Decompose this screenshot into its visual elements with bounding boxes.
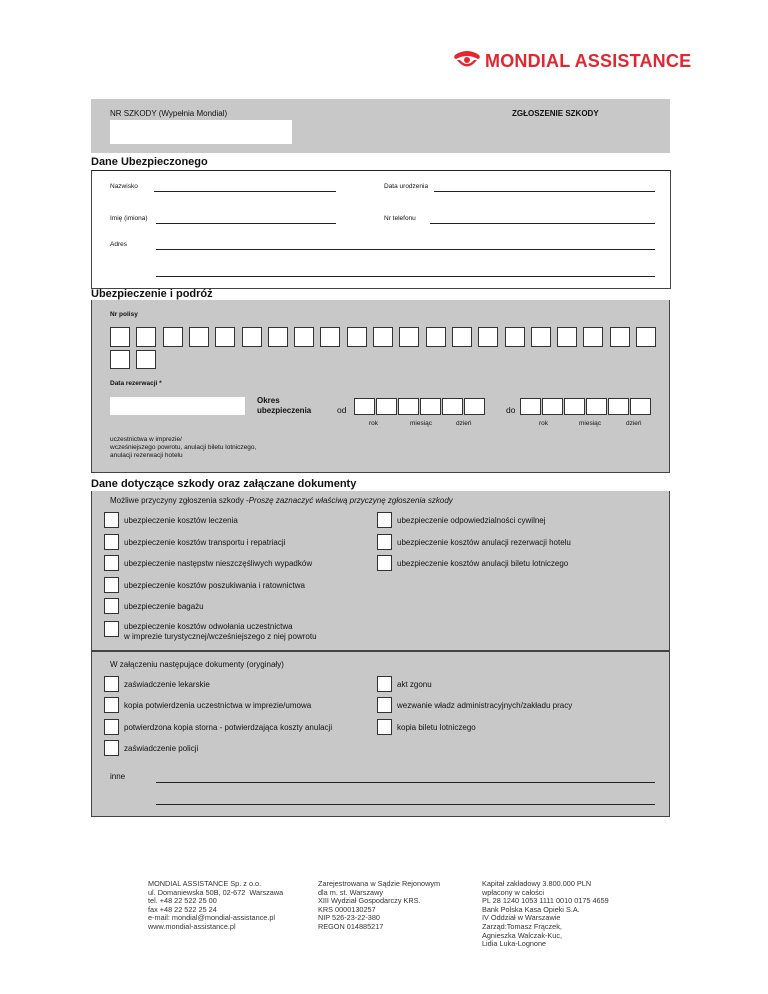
other-label: inne: [110, 772, 126, 781]
document-label: zaświadczenie policji: [124, 743, 199, 753]
cause-label: ubezpieczenie kosztów anulacji rezerwacji hotelu: [397, 537, 571, 547]
document-checkbox[interactable]: [104, 676, 119, 692]
to-year-label: rok: [539, 420, 549, 427]
claim-number-label: NR SZKODY (Wypełnia Mondial): [110, 109, 228, 118]
policy-digit-cell[interactable]: [215, 327, 235, 347]
document-checkbox[interactable]: [104, 719, 119, 735]
footer-registration: Zarejestrowana w Sądzie Rejonowym dla m. st. Warszawy XIII Wydział Gospodarczy KRS. KRS 0000130257 NIP 526-23-22-380 REGON 014885217: [318, 879, 441, 931]
document-checkbox[interactable]: [377, 676, 392, 692]
cause-cancel-label-1: ubezpieczenie kosztów odwołania uczestnictwa: [124, 622, 293, 631]
other-field-line-2[interactable]: [156, 804, 655, 805]
to-date-cell[interactable]: [542, 398, 563, 415]
cause-label: ubezpieczenie kosztów poszukiwania i ratownictwa: [124, 580, 305, 590]
phone-label: Nr telefonu: [384, 215, 416, 222]
cause-label: ubezpieczenie kosztów transportu i repatriacji: [124, 537, 286, 547]
cause-label: ubezpieczenie następstw nieszczęśliwych wypadków: [124, 559, 313, 568]
booking-note-3: anulacji rezerwacji hotelu: [110, 452, 183, 459]
footer-company: MONDIAL ASSISTANCE Sp. z o.o. ul. Domaniewska 50B, 02-672 Warszawa tel. +48 22 522 25 00 fax +48 22 522 25 24 e-mail: mondial@mondial-assistance.pl www.mondial-assistance.pl: [148, 879, 284, 931]
document-label: kopia potwierdzenia uczestnictwa w imprezie/umowa: [124, 701, 312, 711]
policy-digit-cell[interactable]: [452, 327, 472, 347]
policy-digit-cell[interactable]: [294, 327, 314, 347]
document-checkbox[interactable]: [377, 697, 392, 713]
policy-digit-cell[interactable]: [347, 327, 367, 347]
birth-date-field[interactable]: [434, 191, 655, 192]
cause-checkbox[interactable]: [104, 598, 119, 614]
first-names-field[interactable]: [156, 223, 336, 224]
policy-digit-cell[interactable]: [426, 327, 446, 347]
first-names-label: Imię (imiona): [110, 215, 148, 222]
causes-hint: Proszę zaznaczyć właściwą przyczynę zgłoszenia szkody: [248, 496, 453, 505]
cause-label: ubezpieczenie kosztów anulacji biletu lotniczego: [397, 559, 569, 568]
to-date-cell[interactable]: [630, 398, 651, 415]
period-to-label: do: [506, 405, 516, 415]
period-label-1: Okres: [257, 396, 280, 405]
footer-capital: Kapitał zakładowy 3.800.000 PLN wpłacony w całości PL 28 1240 1053 1111 0010 0175 4659 Bank Polska Kasa Opieki S.A. IV Oddział w Warszawie Zarząd:Tomasz Frączek, Agnieszka Walczak-Kuc, Lidia Luka-Lognone: [482, 879, 609, 949]
to-month-label: miesiąc: [579, 420, 602, 427]
from-date-cell[interactable]: [354, 398, 375, 415]
policy-number-label: Nr polisy: [110, 311, 138, 318]
cause-checkbox[interactable]: [377, 555, 392, 571]
policy-digit-cell[interactable]: [110, 327, 130, 347]
policy-digit-cell[interactable]: [636, 327, 656, 347]
policy-digit-cell[interactable]: [399, 327, 419, 347]
phone-field[interactable]: [430, 223, 655, 224]
from-date-cell[interactable]: [420, 398, 441, 415]
policy-digit-cell[interactable]: [136, 350, 156, 369]
policy-digit-cell[interactable]: [478, 327, 498, 347]
period-from-label: od: [337, 405, 347, 415]
address-field-line-1[interactable]: [156, 249, 655, 250]
document-label: akt zgonu: [397, 680, 432, 689]
brand-name: MONDIAL ASSISTANCE: [485, 51, 692, 71]
policy-digit-cell[interactable]: [189, 327, 209, 347]
causes-intro-text: Możliwe przyczyny zgłoszenia szkody -: [110, 496, 249, 505]
address-label: Adres: [110, 241, 127, 248]
policy-digit-cell[interactable]: [373, 327, 393, 347]
mondial-emblem-icon: [452, 49, 482, 75]
policy-digit-cell[interactable]: [242, 327, 262, 347]
from-date-cell[interactable]: [376, 398, 397, 415]
insured-section-title: Dane Ubezpieczonego: [91, 156, 208, 168]
cause-cancel-checkbox[interactable]: [104, 621, 119, 637]
from-date-cell[interactable]: [398, 398, 419, 415]
document-label: kopia biletu lotniczego: [397, 722, 476, 732]
document-checkbox[interactable]: [104, 697, 119, 713]
other-field-line-1[interactable]: [156, 782, 655, 783]
document-label: zaświadczenie lekarskie: [124, 680, 210, 689]
to-date-cell[interactable]: [520, 398, 541, 415]
cause-checkbox[interactable]: [377, 512, 392, 528]
causes-intro: [110, 496, 453, 505]
claim-number-field[interactable]: [110, 120, 292, 144]
booking-note-1: uczestnictwa w imprezie/: [110, 436, 182, 443]
cause-label: ubezpieczenie odpowiedzialności cywilnej: [397, 516, 546, 525]
booking-date-field[interactable]: [110, 397, 245, 415]
from-date-cell[interactable]: [442, 398, 463, 415]
documents-intro: W załączeniu następujące dokumenty (oryginały): [110, 660, 284, 669]
booking-note-2: wcześniejszego powrotu, anulacji biletu lotniczego,: [110, 444, 257, 451]
damage-section-title: Dane dotyczące szkody oraz załączane dokumenty: [91, 478, 357, 490]
from-day-label: dzień: [456, 420, 472, 427]
policy-digit-cell[interactable]: [531, 327, 551, 347]
travel-section-title: Ubezpieczenie i podróż: [91, 288, 213, 300]
cause-cancel-label-2: w imprezie turystycznej/wcześniejszego z niej powrotu: [124, 632, 317, 641]
cause-label: ubezpieczenie kosztów leczenia: [124, 516, 238, 525]
cause-checkbox[interactable]: [104, 534, 119, 550]
to-date-cell[interactable]: [608, 398, 629, 415]
policy-digit-cell[interactable]: [136, 327, 156, 347]
document-checkbox[interactable]: [104, 740, 119, 756]
to-date-cell[interactable]: [586, 398, 607, 415]
booking-date-label: Data rezerwacji *: [110, 380, 162, 387]
cause-label: ubezpieczenie bagażu: [124, 602, 204, 611]
from-month-label: miesiąc: [410, 420, 433, 427]
period-label-2: ubezpieczenia: [257, 406, 312, 415]
document-label: wezwanie władz administracyjnych/zakładu pracy: [397, 701, 573, 711]
policy-digit-cell[interactable]: [557, 327, 577, 347]
cause-checkbox[interactable]: [104, 555, 119, 571]
policy-digit-cell[interactable]: [110, 350, 130, 369]
surname-field[interactable]: [154, 191, 336, 192]
to-day-label: dzień: [626, 420, 642, 427]
form-title: ZGŁOSZENIE SZKODY: [512, 109, 599, 118]
policy-digit-cell[interactable]: [163, 327, 183, 347]
policy-digit-cell[interactable]: [505, 327, 525, 347]
from-year-label: rok: [369, 420, 379, 427]
insured-panel: [91, 170, 671, 289]
document-label: potwierdzona kopia storna - potwierdzająca koszty anulacji: [124, 722, 333, 732]
from-date-cell[interactable]: [464, 398, 485, 415]
policy-digit-cell[interactable]: [610, 327, 630, 347]
address-field-line-2[interactable]: [156, 276, 655, 277]
to-date-cell[interactable]: [564, 398, 585, 415]
cause-checkbox[interactable]: [377, 534, 392, 550]
policy-digit-cell[interactable]: [268, 327, 288, 347]
document-checkbox[interactable]: [377, 719, 392, 735]
cause-checkbox[interactable]: [104, 512, 119, 528]
birth-date-label: Data urodzenia: [384, 183, 429, 190]
surname-label: Nazwisko: [110, 183, 138, 190]
policy-digit-cell[interactable]: [320, 327, 340, 347]
policy-digit-cell[interactable]: [583, 327, 603, 347]
brand-logo: [452, 48, 692, 76]
cause-checkbox[interactable]: [104, 577, 119, 593]
